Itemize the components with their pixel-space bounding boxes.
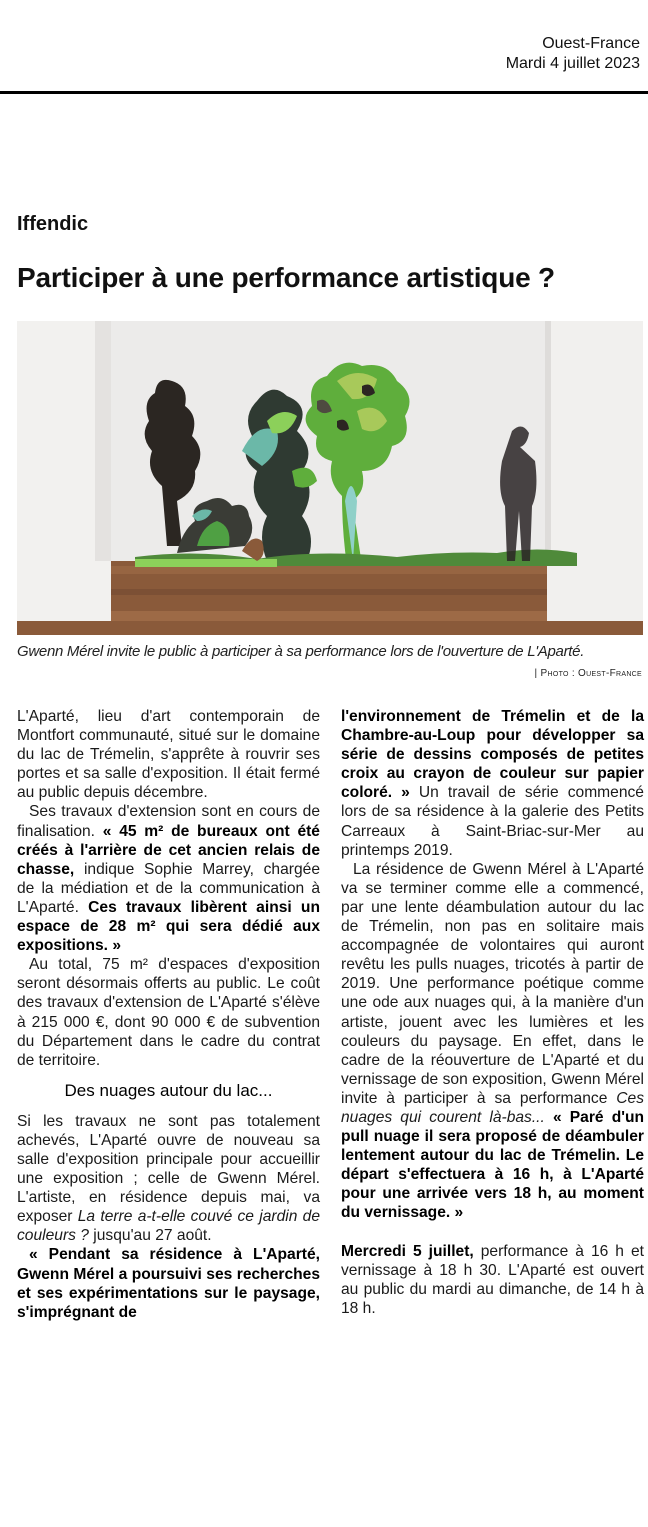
paragraph-residency-quote-cont: l'environnement de Trémelin et de la Chambre-au-Loup pour développer sa série de dessins composés de petites croix au crayon de couleur sur papier coloré. » Un travail de série commencé lors de sa résidence à la galerie des Petits Carreaux à Saint-Briac-sur-Mer au printemps 2019. — [341, 708, 644, 859]
quote-space: Ces travaux libèrent ainsi un espace de 28 m² qui sera dédié aux expositions. » — [17, 898, 320, 955]
paragraph-exhibition: Si les travaux ne sont pas totalement achevés, L'Aparté ouvre de nouveau sa salle d'exposition principale pour accueillir une exposition ; celle de Gwenn Mérel. L'artiste, en résidence depuis mai, va exposer La terre a-t-elle couvé ce jardin de couleurs ? jusqu'au 27 août. — [17, 1112, 320, 1245]
header-rule — [0, 91, 648, 94]
article-column-left — [17, 707, 320, 1322]
photo-credit: | Photo : Ouest-France — [534, 668, 642, 679]
paragraph-performance: La résidence de Gwenn Mérel à L'Aparté va se terminer comme elle a commencé, par une lente déambulation autour du lac de Trémelin, non pas en solitaire mais accompagnée de volontaires qui auront revêtu les pulls nuages, tricotés à partir de 2019. Une performance poétique comme une ode aux nuages qui, à la manière d'un artiste, jouent avec les lumières et les couleurs du paysage. En effet, dans le cadre de la réouverture de L'Aparté et du vernissage de son exposition, Gwenn Mérel invite à participer à sa performance Ces nuages qui courent là-bas... « Paré d'un pull nuage il sera proposé de déambuler lentement autour du lac de Trémelin. Le départ s'effectuera à 16 h, à L'Aparté pour une arrivée vers 18 h, au moment du vernissage. » — [341, 860, 644, 1222]
paragraph-intro: L'Aparté, lieu d'art contemporain de Montfort communauté, situé sur le domaine du lac de Trémelin, s'apprête à rouvrir ses portes et sa salle d'exposition. Il était fermé au public depuis décembre. — [17, 708, 320, 802]
exhibition-title: La terre a-t-elle couvé ce jardin de couleurs ? — [17, 1208, 320, 1245]
spacer — [341, 1223, 644, 1242]
quote-offices: « 45 m² de bureaux ont été créés à l'arrière de cet ancien relais de chasse, — [17, 822, 320, 878]
practical-info: Mercredi 5 juillet, performance à 16 h et vernissage à 18 h 30. L'Aparté est ouvert au public du mardi au dimanche, de 14 h à 18 h. — [341, 1242, 644, 1317]
article-column-right — [341, 707, 644, 1318]
paragraph-residency-quote: « Pendant sa résidence à L'Aparté, Gwenn Mérel a poursuivi ses recherches et ses expérimentations sur le paysage, s'imprégnant de — [17, 1246, 320, 1321]
section-subhead: Des nuages autour du lac... — [64, 1080, 273, 1100]
photo-caption: Gwenn Mérel invite le public à participer à sa performance lors de l'ouverture de L'Aparté. — [17, 643, 585, 660]
article-photo — [17, 321, 643, 635]
performance-title: Ces nuages qui courent là-bas... — [341, 1089, 644, 1126]
paragraph-works: Ses travaux d'extension sont en cours de finalisation. « 45 m² de bureaux ont été créés à l'arrière de cet ancien relais de chasse, indique Sophie Marrey, chargée de la médiation et de la communication à L'Aparté. Ces travaux libèrent ainsi un espace de 28 m² qui sera dédié aux expositions. » — [17, 803, 320, 955]
masthead — [506, 34, 640, 74]
publication-name: Ouest-France — [542, 35, 640, 52]
quote-performance: « Paré d'un pull nuage il sera proposé de déambuler lentement autour du lac de Trémelin. Le départ s'effectuera à 16 h, à L'Aparté pour une arrivée vers 18 h, au moment du vernissage. » — [341, 1108, 644, 1222]
artwork-photo-illustration — [17, 321, 643, 635]
event-date: Mercredi 5 juillet, — [341, 1242, 474, 1260]
publication-date: Mardi 4 juillet 2023 — [505, 55, 640, 72]
paragraph-costs: Au total, 75 m² d'espaces d'exposition seront désormais offerts au public. Le coût des travaux d'extension de L'Aparté s'élève à 215 000 €, dont 90 000 € de subvention du Département dans le cadre du contrat de territoire. — [17, 956, 320, 1069]
article-headline: Participer à une performance artistique ? — [17, 262, 555, 293]
article-kicker: Iffendic — [17, 213, 89, 235]
